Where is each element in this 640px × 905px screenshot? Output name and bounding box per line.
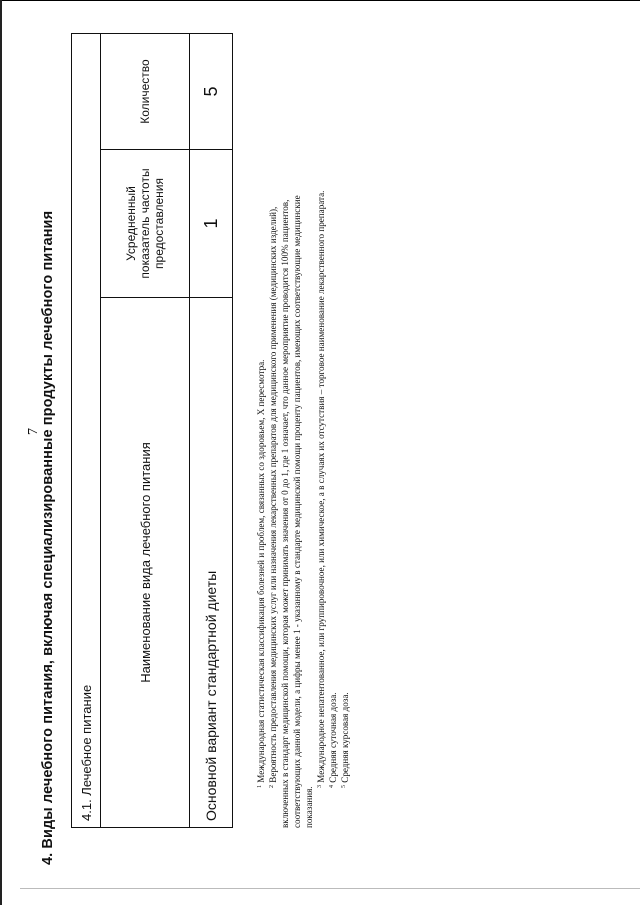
table-section-title: 4.1. Лечебное питание [72,34,101,828]
footnote-4: $^4$ Средняя суточная доза. [328,692,338,788]
header-diet-name: Наименование вида лечебного питания [101,298,190,828]
section-heading: 4. Виды лечебного питания, включая специализированные продукты лечебного питания [40,210,56,865]
header-frequency [101,150,190,298]
header-quantity: Количество [101,34,190,150]
scan-bottom-edge [20,888,640,889]
header-frequency-line3: предоставления [152,178,166,269]
rotated-page [26,35,600,865]
header-frequency-line1: Усредненный [124,186,138,261]
footnote-2: $^2$ Вероятность предоставления медицинских услуг или назначения лекарственных препаратов для медицинского применения (медицинских изделий), [268,206,278,788]
footnote-2-line4: показания. [304,786,314,828]
footnote-2-line3: соответствующих данной модели, а цифры менее 1 - указанному в стандарте медицинской помощи проценту пациентов, имеющих соответствующие медицинские [292,195,302,828]
diet-name-cell: Основной вариант стандартной диеты [190,298,233,828]
footnotes [255,38,351,828]
frequency-cell: 1 [190,150,233,298]
footnote-2-line2: включенных в стандарт медицинской помощи, которая может принимать значения от 0 до 1, где 1 означает, что данное мероприятие проводится 100% пациентов, [280,199,290,828]
page-number: 7 [26,428,41,435]
scan-top-edge [0,0,640,1]
footnote-1: $^1$ Международная статистическая классификация болезней и проблем, связанных со здоровьем, X пересмотра. [256,359,266,788]
scan-left-edge [0,0,2,905]
footnote-3: $^3$ Международное непатентованное, или группировочное, или химическое, а в случаях их отсутствия – торговое наименование лекарственного препарата. [316,190,326,788]
quantity-cell: 5 [190,34,233,150]
header-frequency-line2: показатель частоты [138,168,152,279]
nutrition-table [71,33,233,828]
footnote-5: $^5$ Средняя курсовая доза. [340,692,350,788]
table-row [190,34,233,828]
